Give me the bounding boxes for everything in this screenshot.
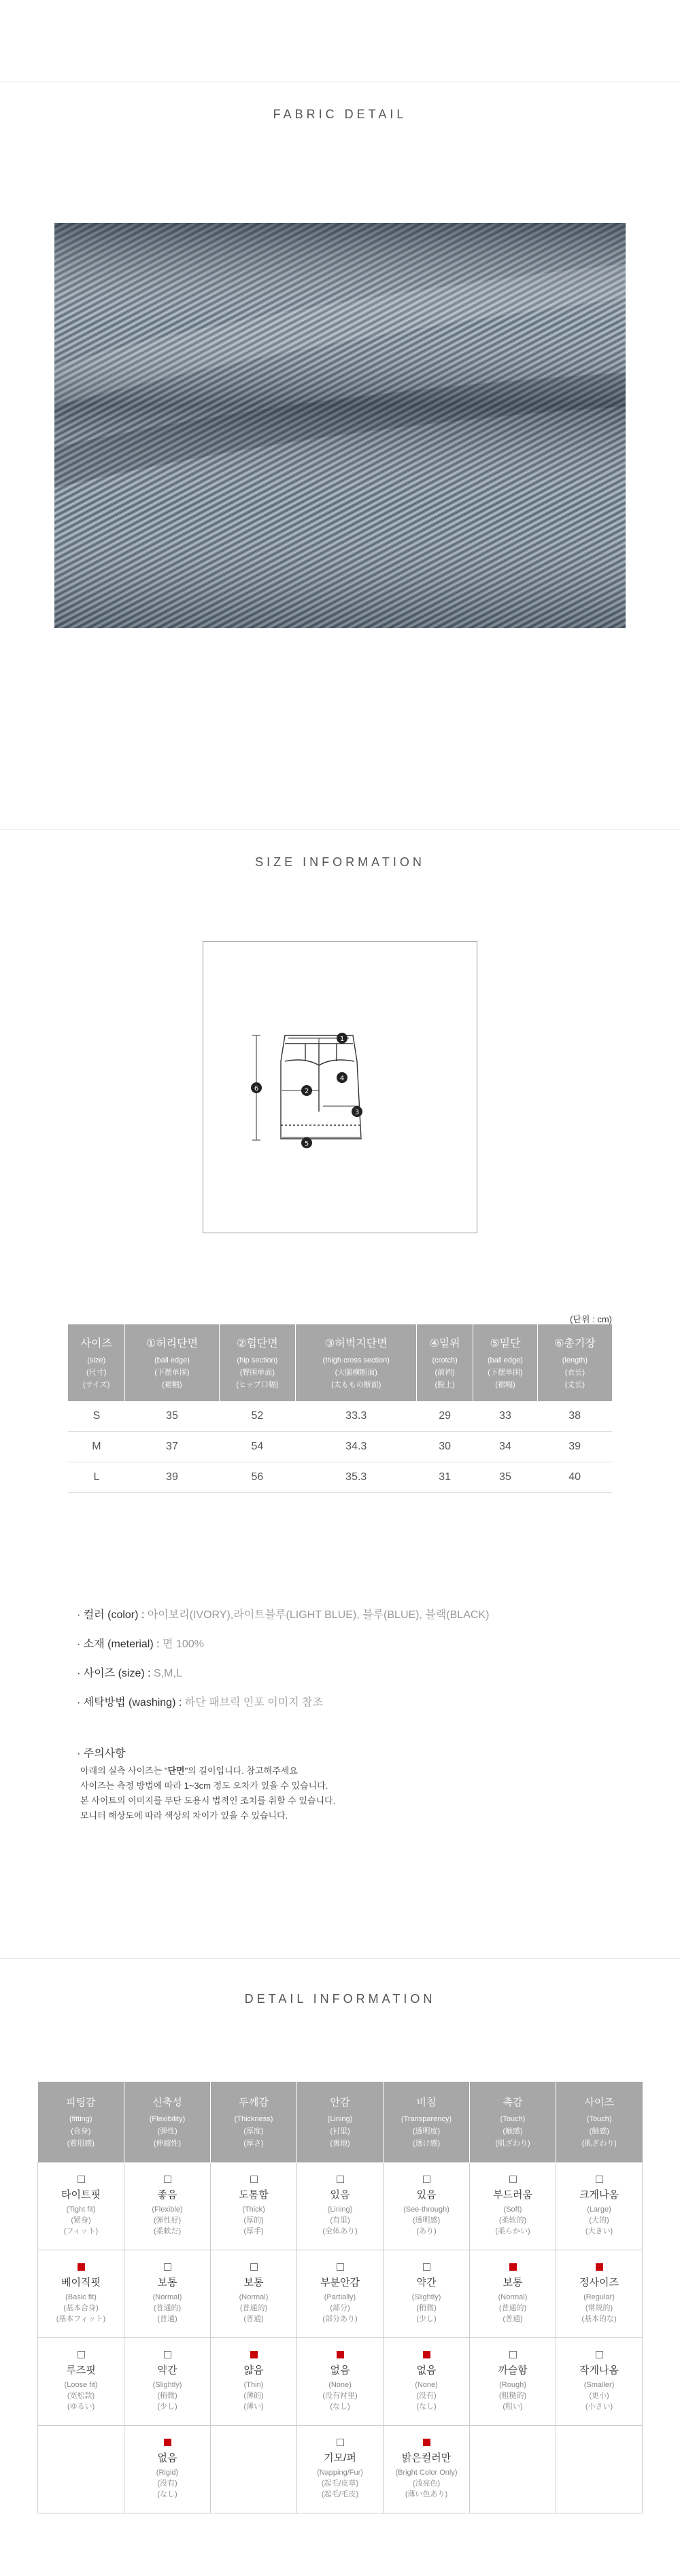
size-header-en: (ball edge) [154,1356,190,1364]
detail-cell [211,2163,297,2250]
detail-header-en: (Lining) [327,2114,353,2123]
option-en: (Thin) [243,2381,264,2389]
size-header-en: (crotch) [432,1356,458,1364]
notice-line-1: 아래의 실측 사이즈는 "단면"의 길이입니다. 참고해주세요 [80,1766,298,1776]
detail-header-en: (fitting) [69,2114,92,2123]
detail-cell [470,2163,556,2250]
option-cn: (有里) [330,2216,350,2225]
detail-cell [124,2338,211,2426]
option-jp: (厚手) [243,2227,264,2235]
option-jp: (あり) [416,2227,437,2235]
unchecked-box-icon [78,2176,85,2183]
option-label: 약간 [416,2277,437,2288]
size-cell: 40 [537,1462,612,1493]
info-value: 하단 패브릭 인포 이미지 참조 [184,1697,324,1708]
option-en: (Basic fit) [65,2293,97,2301]
detail-cell [211,2338,297,2426]
detail-cell [38,2426,124,2513]
checked-box-icon [423,2351,430,2358]
fabric-photo [54,223,626,628]
size-cell: 54 [219,1432,296,1462]
detail-header-cell [384,2082,470,2163]
notice-text [80,1764,335,1823]
detail-header-label: 피팅감 [66,2096,96,2108]
unchecked-box-icon [337,2439,344,2446]
size-cell: 39 [125,1462,219,1493]
detail-header-cell [470,2082,556,2163]
size-cell: 29 [417,1401,473,1432]
size-header-en: (ball edge) [487,1356,523,1364]
option-label: 까슬함 [498,2365,528,2376]
unchecked-box-icon [423,2263,430,2271]
unchecked-box-icon [164,2263,171,2271]
size-cell: 37 [125,1432,219,1462]
option-label: 부분안감 [320,2277,360,2288]
size-header-jp: (裾幅) [162,1380,182,1389]
size-header-cn: (大腿横断面) [335,1368,377,1377]
detail-cell [297,2250,384,2338]
option-label: 보통 [243,2277,264,2288]
unchecked-box-icon [509,2176,517,2183]
size-row [68,1462,612,1493]
size-header-en: (hip section) [237,1356,278,1364]
option-cn: (部分) [330,2304,350,2312]
option-cn: (普通的) [153,2304,182,2312]
option-cn: (常规的) [585,2304,613,2312]
detail-header-label: 촉감 [503,2096,523,2108]
size-header-label: ⑥총기장 [554,1337,596,1350]
detail-table [37,2082,643,2513]
size-diagram [203,941,477,1233]
option-label: 보통 [157,2277,177,2288]
detail-cell [38,2338,124,2426]
option-jp: (少し) [157,2403,177,2411]
size-cell: M [68,1432,125,1462]
option-jp: (柔軟だ) [153,2227,182,2235]
unchecked-box-icon [596,2176,603,2183]
detail-header-en: (Flexibility) [149,2114,186,2123]
option-label: 작게나옴 [579,2365,619,2376]
detail-header-label: 두께감 [239,2096,269,2108]
detail-header-cn: (触感) [589,2127,609,2135]
detail-cell [297,2426,384,2513]
unchecked-box-icon [78,2351,85,2358]
unchecked-box-icon [164,2351,171,2358]
detail-header-cn: (合身) [71,2127,91,2135]
option-cn: (没有衬里) [322,2392,358,2400]
notice-line-3: 본 사이트의 이미지를 무단 도용시 법적인 조치를 취할 수 있습니다. [80,1796,336,1806]
option-label: 있음 [416,2189,437,2201]
detail-cell [384,2426,470,2513]
option-label: 베이직핏 [61,2277,101,2288]
info-value: 아이보리(IVORY),라이트블루(LIGHT BLUE), 블루(BLUE), 블랙(BLACK) [147,1609,490,1621]
unchecked-box-icon [596,2351,603,2358]
option-en: (Loose fit) [64,2381,98,2389]
option-jp: (大きい) [585,2227,613,2235]
option-label: 타이트핏 [61,2189,101,2201]
size-cell: 31 [417,1462,473,1493]
option-cn: (起毛/皮草) [321,2479,359,2488]
option-cn: (紧身) [71,2216,91,2225]
detail-header-en: (Thickness) [234,2114,273,2123]
option-en: (Tight fit) [66,2205,96,2214]
option-en: (See-through) [403,2205,449,2214]
option-jp: (普通) [503,2315,523,2323]
detail-header-jp: (着用感) [67,2139,95,2148]
option-label: 정사이즈 [579,2277,619,2288]
size-header-cell [68,1324,125,1401]
size-header-en: (thigh cross section) [322,1356,390,1364]
size-header-cell [473,1324,538,1401]
detail-cell [297,2338,384,2426]
detail-cell [470,2338,556,2426]
detail-header-label: 사이즈 [584,2096,614,2108]
detail-cell [384,2250,470,2338]
option-jp: (普通) [243,2315,264,2323]
checked-box-icon [337,2351,344,2358]
unchecked-box-icon [337,2176,344,2183]
size-cell: S [68,1401,125,1432]
option-en: (Rough) [499,2381,526,2389]
option-jp: (なし) [416,2403,437,2411]
option-label: 부드러움 [493,2189,532,2201]
info-line [77,1635,204,1651]
option-jp: (フィット) [63,2227,99,2235]
option-jp: (部分あり) [322,2315,358,2323]
size-header-cn: (衣长) [564,1368,585,1377]
size-header-cn: (前裆) [435,1368,455,1377]
option-label: 루즈핏 [66,2365,96,2376]
detail-header-jp: (裏地) [330,2139,350,2148]
marker-1: 1 [339,1035,345,1043]
info-value: 면 100% [163,1638,204,1650]
option-label: 좋음 [157,2189,177,2201]
size-cell: 52 [219,1401,296,1432]
option-en: (Large) [587,2205,611,2214]
detail-header-cn: (透明度) [412,2127,441,2135]
size-header-cell [219,1324,296,1401]
size-header-label: ④밑위 [429,1337,460,1350]
detail-cell [38,2163,124,2250]
info-label: · 세탁방법 (washing) : [77,1697,185,1708]
option-en: (None) [415,2381,438,2389]
option-label: 없음 [330,2365,350,2376]
size-cell: L [68,1462,125,1493]
option-cn: (柔软的) [498,2216,527,2225]
checked-box-icon [596,2263,603,2271]
size-header-cell [537,1324,612,1401]
option-label: 없음 [416,2365,437,2376]
option-en: (Bright Color Only) [395,2469,458,2477]
option-cn: (宽松款) [67,2392,95,2400]
option-cn: (普通的) [239,2304,268,2312]
option-jp: (基本的な) [581,2315,617,2323]
option-jp: (全体あり) [322,2227,358,2235]
option-en: (Slightly) [411,2293,441,2301]
size-header-label: ②힙단면 [237,1337,278,1350]
option-en: (Thick) [242,2205,265,2214]
detail-row [38,2426,643,2513]
option-cn: (没有) [416,2392,437,2400]
option-jp: (普通) [157,2315,177,2323]
detail-header-jp: (伸縮性) [153,2139,182,2148]
unchecked-box-icon [423,2176,430,2183]
detail-header-label: 신축성 [152,2096,182,2108]
detail-header-cn: (厚度) [243,2127,264,2135]
option-label: 도톰함 [239,2189,269,2201]
marker-2: 2 [304,1088,309,1095]
size-header-label: ③허벅지단면 [324,1337,388,1350]
checked-box-icon [509,2263,517,2271]
option-cn: (没有) [157,2479,177,2488]
option-en: (Soft) [503,2205,522,2214]
option-en: (Partially) [324,2293,356,2301]
marker-3: 3 [354,1109,360,1116]
detail-cell [124,2426,211,2513]
detail-header-cell [297,2082,384,2163]
detail-cell [470,2250,556,2338]
detail-header-label: 비침 [416,2096,437,2108]
fabric-detail-title: FABRIC DETAIL [273,107,407,121]
size-cell: 33 [473,1401,538,1432]
marker-6: 6 [254,1085,259,1093]
info-label: · 컬러 (color) : [77,1609,148,1621]
option-label: 약간 [157,2365,177,2376]
size-header-cn: (下摆单围) [154,1368,190,1377]
option-label: 없음 [157,2452,177,2464]
option-cn: (更小) [589,2392,609,2400]
size-cell: 34 [473,1432,538,1462]
size-header-en: (length) [562,1356,588,1364]
size-header-cell [125,1324,219,1401]
detail-cell [556,2338,643,2426]
option-cn: (稍微) [416,2304,437,2312]
size-row [68,1432,612,1462]
unchecked-box-icon [250,2263,258,2271]
option-jp: (薄い色あり) [405,2490,448,2498]
size-header-cn: (下摆单围) [488,1368,523,1377]
size-header-en: (size) [87,1356,106,1364]
info-label: · 사이즈 (size) : [77,1668,154,1679]
detail-header-cn: (触感) [503,2127,523,2135]
option-cn: (薄的) [243,2392,264,2400]
detail-header-en: (Touch) [500,2114,526,2123]
size-header-jp: (丈长) [564,1380,585,1389]
unchecked-box-icon [164,2176,171,2183]
divider-3 [0,1958,680,1959]
detail-header-jp: (透け感) [412,2139,441,2148]
checked-box-icon [164,2439,171,2446]
option-en: (Flexible) [152,2205,183,2214]
detail-header-en: (Transparency) [401,2114,452,2123]
option-cn: (粗糙的) [498,2392,527,2400]
size-row [68,1401,612,1432]
size-cell: 30 [417,1432,473,1462]
detail-cell [556,2163,643,2250]
option-cn: (稍微) [157,2392,177,2400]
option-cn: (浅亮色) [412,2479,441,2488]
detail-cell [124,2163,211,2250]
notice-line-4: 모니터 해상도에 따라 색상의 차이가 있을 수 있습니다. [80,1810,288,1821]
unchecked-box-icon [337,2263,344,2271]
detail-cell [211,2250,297,2338]
size-header-label: ⑤밑단 [490,1337,521,1350]
size-header-cell [417,1324,473,1401]
option-label: 기모/퍼 [324,2452,356,2464]
info-label: · 소재 (meterial) : [77,1638,163,1650]
detail-table-header [38,2082,643,2163]
size-header-label: 사이즈 [80,1337,112,1350]
detail-header-jp: (厚さ) [243,2139,264,2148]
option-cn: (大的) [589,2216,609,2225]
detail-header-jp: (肌ざわり) [495,2139,530,2148]
option-jp: (薄い) [243,2403,264,2411]
unchecked-box-icon [250,2176,258,2183]
detail-header-en: (Touch) [586,2114,612,2123]
size-information-title: SIZE INFORMATION [255,855,425,869]
option-cn: (基本合身) [63,2304,99,2312]
option-jp: (なし) [157,2490,177,2498]
size-cell: 39 [537,1432,612,1462]
size-header-cn: (臀围单面) [239,1368,275,1377]
size-cell: 35.3 [296,1462,417,1493]
option-cn: (厚的) [243,2216,264,2225]
size-header-jp: (股上) [435,1380,455,1389]
size-cell: 33.3 [296,1401,417,1432]
size-header-jp: (ヒップ口幅) [236,1380,279,1389]
detail-row [38,2338,643,2426]
option-en: (Smaller) [583,2381,615,2389]
option-label: 얇음 [243,2365,264,2376]
marker-4: 4 [339,1075,345,1082]
option-cn: (透明感) [412,2216,441,2225]
size-cell: 35 [473,1462,538,1493]
detail-cell [556,2250,643,2338]
detail-header-cn: (衬里) [330,2127,350,2135]
detail-cell [384,2338,470,2426]
detail-header-cn: (弹性) [157,2127,177,2135]
option-en: (Lining) [327,2205,353,2214]
info-line [77,1664,182,1680]
option-en: (Napping/Fur) [317,2469,363,2477]
detail-cell [297,2163,384,2250]
size-cell: 38 [537,1401,612,1432]
checked-box-icon [423,2439,430,2446]
detail-header-jp: (肌ざわり) [581,2139,617,2148]
detail-cell [470,2426,556,2513]
detail-cell [211,2426,297,2513]
option-en: (Slightly) [152,2381,182,2389]
option-label: 보통 [503,2277,523,2288]
option-cn: (弹性好) [153,2216,182,2225]
option-en: (Regular) [583,2293,615,2301]
detail-header-cell [124,2082,211,2163]
divider-2 [0,829,680,830]
size-header-cn: (尺寸) [86,1368,107,1377]
size-header-label: ①허리단면 [146,1337,199,1350]
detail-table-body [38,2163,643,2513]
size-header-jp: (サイズ) [82,1380,110,1389]
unit-label: (단위 : cm) [570,1314,612,1324]
option-jp: (ゆるい) [67,2403,95,2411]
option-label: 크게나옴 [579,2189,619,2201]
detail-header-label: 안감 [330,2096,350,2108]
option-jp: (起毛/毛皮) [321,2490,359,2498]
info-line [77,1694,323,1709]
detail-header-cell [556,2082,643,2163]
size-table-header [68,1324,612,1401]
size-cell: 34.3 [296,1432,417,1462]
option-en: (Rigid) [156,2469,179,2477]
option-en: (None) [328,2381,352,2389]
detail-information-title: DETAIL INFORMATION [244,1992,436,2006]
size-header-jp: (裾幅) [495,1380,515,1389]
option-label: 밝은컬러만 [401,2452,452,2464]
option-cn: (普通的) [498,2304,527,2312]
option-jp: (なし) [330,2403,350,2411]
size-cell: 35 [125,1401,219,1432]
detail-header-cell [38,2082,124,2163]
unchecked-box-icon [509,2351,517,2358]
option-en: (Normal) [239,2293,269,2301]
size-header-jp: (太ももの断面) [331,1380,381,1389]
option-label: 있음 [330,2189,350,2201]
notice-title: · 주의사항 [77,1748,126,1759]
detail-cell [384,2163,470,2250]
detail-cell [556,2426,643,2513]
option-jp: (少し) [416,2315,437,2323]
option-en: (Normal) [498,2293,528,2301]
detail-row [38,2163,643,2250]
detail-cell [124,2250,211,2338]
size-table-body [68,1401,612,1493]
notice-line-2: 사이즈는 측정 방법에 따라 1~3cm 정도 오차가 있을 수 있습니다. [80,1781,328,1791]
info-value: S,M,L [154,1668,182,1679]
size-header-cell [296,1324,417,1401]
size-table [68,1324,612,1493]
option-jp: (粗い) [503,2403,523,2411]
option-en: (Normal) [152,2293,182,2301]
detail-header-cell [211,2082,297,2163]
detail-cell [38,2250,124,2338]
info-line [77,1606,489,1621]
option-jp: (柔らかい) [495,2227,530,2235]
option-jp: (基本フィット) [56,2315,106,2323]
checked-box-icon [250,2351,258,2358]
size-cell: 56 [219,1462,296,1493]
checked-box-icon [78,2263,85,2271]
detail-row [38,2250,643,2338]
marker-5: 5 [304,1140,309,1148]
option-jp: (小さい) [585,2403,613,2411]
